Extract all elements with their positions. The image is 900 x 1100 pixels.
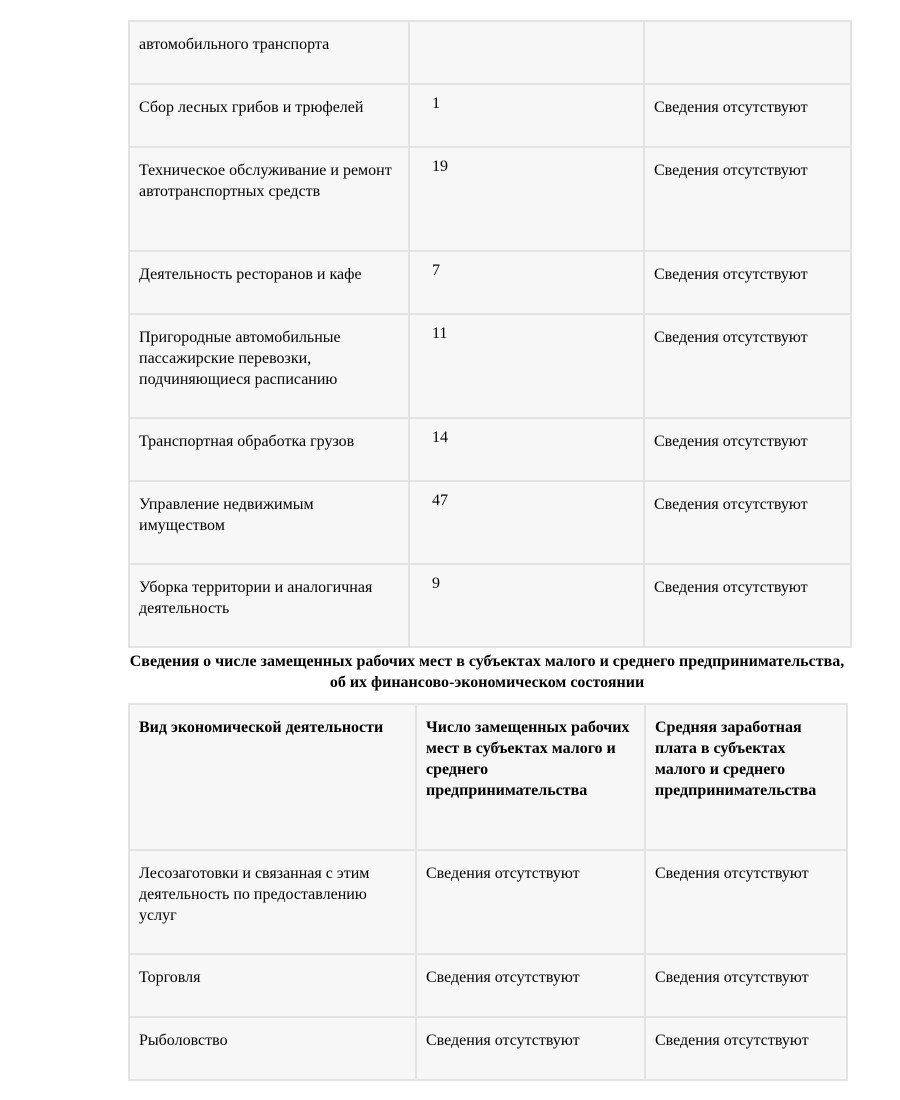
count-cell: 9 <box>409 564 644 647</box>
count-cell: 7 <box>409 251 644 314</box>
activity-cell: Управление недвижимым имуществом <box>129 481 409 564</box>
count-cell: 47 <box>409 481 644 564</box>
info-cell: Сведения отсутствуют <box>644 564 851 647</box>
table-row <box>129 84 851 147</box>
activity-cell: Лесозаготовки и связанная с этим деятельность по предоставлению услуг <box>129 850 416 954</box>
info-cell: Сведения отсутствуют <box>644 481 851 564</box>
activity-cell: Уборка территории и аналогичная деятельность <box>129 564 409 647</box>
column-header-salary: Средняя заработная плата в субъектах малого и среднего предпринимательства <box>645 704 847 850</box>
table-row <box>129 850 847 954</box>
activity-cell: автомобильного транспорта <box>129 21 409 84</box>
table-row <box>129 564 851 647</box>
table-row <box>129 251 851 314</box>
count-cell: 14 <box>409 418 644 481</box>
info-cell <box>644 21 851 84</box>
jobs-cell: Сведения отсутствуют <box>416 954 645 1017</box>
info-cell: Сведения отсутствуют <box>644 84 851 147</box>
jobs-cell: Сведения отсутствуют <box>416 850 645 954</box>
column-header-jobs: Число замещенных рабочих мест в субъектах малого и среднего предпринимательства <box>416 704 645 850</box>
table-row <box>129 954 847 1017</box>
info-cell: Сведения отсутствуют <box>644 314 851 418</box>
info-cell: Сведения отсутствуют <box>644 251 851 314</box>
activity-cell: Торговля <box>129 954 416 1017</box>
employment-table <box>128 703 848 1081</box>
activity-cell: Пригородные автомобильные пассажирские перевозки, подчиняющиеся расписанию <box>129 314 409 418</box>
jobs-cell: Сведения отсутствуют <box>416 1017 645 1080</box>
table-row <box>129 314 851 418</box>
info-cell: Сведения отсутствуют <box>644 418 851 481</box>
salary-cell: Сведения отсутствуют <box>645 954 847 1017</box>
table-row <box>129 418 851 481</box>
activity-cell: Техническое обслуживание и ремонт автотранспортных средств <box>129 147 409 251</box>
table-row <box>129 21 851 84</box>
activity-cell: Деятельность ресторанов и кафе <box>129 251 409 314</box>
count-cell: 1 <box>409 84 644 147</box>
activity-cell: Рыболовство <box>129 1017 416 1080</box>
table-row <box>129 1017 847 1080</box>
activity-table-continued <box>128 20 852 648</box>
count-cell: 11 <box>409 314 644 418</box>
activity-cell: Транспортная обработка грузов <box>129 418 409 481</box>
activity-cell: Сбор лесных грибов и трюфелей <box>129 84 409 147</box>
column-header-activity: Вид экономической деятельности <box>129 704 416 850</box>
count-cell: 19 <box>409 147 644 251</box>
count-cell <box>409 21 644 84</box>
salary-cell: Сведения отсутствуют <box>645 850 847 954</box>
table-row <box>129 481 851 564</box>
salary-cell: Сведения отсутствуют <box>645 1017 847 1080</box>
table-row <box>129 147 851 251</box>
table-header-row <box>129 704 847 850</box>
info-cell: Сведения отсутствуют <box>644 147 851 251</box>
section-heading: Сведения о числе замещенных рабочих мест в субъектах малого и среднего предпринимательства, об их финансово-экономическом состоянии <box>129 653 845 691</box>
